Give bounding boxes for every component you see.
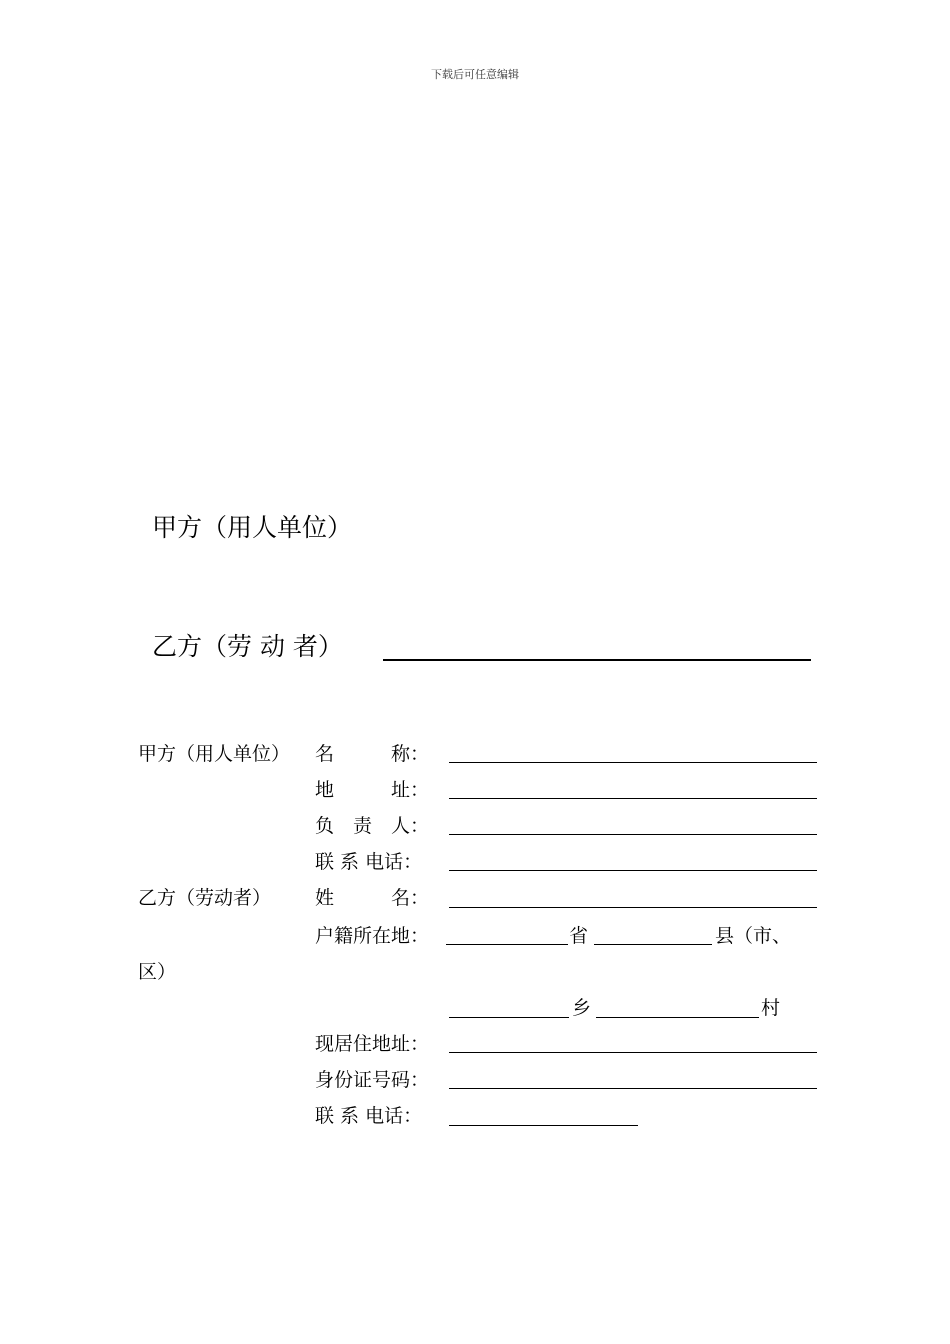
party-a-responsible-field[interactable] (449, 834, 817, 835)
party-b-province-field[interactable] (446, 944, 568, 945)
party-a-phone-label: 联 系 电话： (315, 851, 423, 873)
party-a-address-label: 地 址： (315, 779, 430, 801)
party-b-id-number-label: 身份证号码： (315, 1069, 430, 1091)
cover-party-b-blank[interactable] (383, 659, 811, 661)
party-b-province-label: 省 (569, 925, 589, 947)
party-a-phone-field[interactable] (449, 870, 817, 871)
party-a-address-field[interactable] (449, 798, 817, 799)
party-b-residence-label: 现居住地址： (315, 1033, 430, 1055)
party-b-county-label: 县（市、 (715, 925, 792, 947)
party-b-id-number-field[interactable] (449, 1088, 817, 1089)
form-party-b-label: 乙方（劳动者） (138, 887, 272, 909)
party-b-village-label: 村 (761, 997, 781, 1019)
party-a-responsible-label: 负 责 人： (315, 815, 430, 837)
party-b-name-label: 姓 名： (315, 887, 430, 909)
party-b-name-field[interactable] (449, 907, 817, 908)
cover-party-a: 甲方（用人单位） (152, 513, 353, 542)
party-b-village-field[interactable] (596, 1017, 759, 1018)
party-b-residence-field[interactable] (449, 1052, 817, 1053)
party-b-district-label: 区） (138, 961, 177, 983)
party-b-township-field[interactable] (449, 1017, 569, 1018)
party-b-phone-field[interactable] (449, 1125, 638, 1126)
party-b-township-label: 乡 (572, 997, 592, 1019)
cover-party-b: 乙方（劳 动 者） (152, 632, 343, 661)
party-a-name-label: 名 称： (315, 743, 430, 765)
party-b-county-field[interactable] (594, 944, 712, 945)
header-note: 下载后可任意编辑 (431, 68, 519, 81)
party-a-name-field[interactable] (449, 762, 817, 763)
party-b-household-label: 户籍所在地： (315, 925, 430, 947)
party-b-phone-label: 联 系 电话： (315, 1105, 423, 1127)
form-party-a-label: 甲方（用人单位） (138, 743, 291, 765)
